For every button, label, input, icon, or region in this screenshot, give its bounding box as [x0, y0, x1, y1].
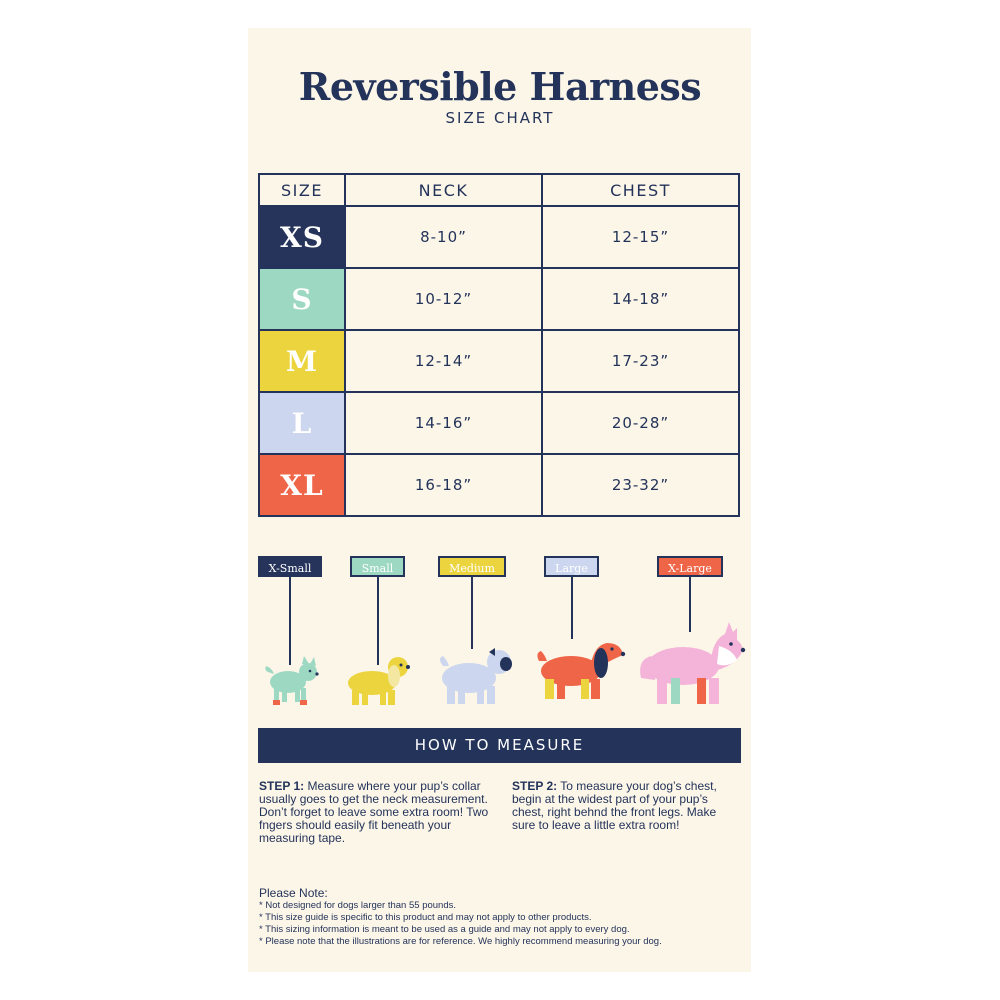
tag-line — [471, 577, 473, 649]
small-dog-icon — [262, 652, 324, 708]
step-1-label: STEP 1: — [259, 779, 305, 793]
size-tag-x-large: X-Large — [657, 556, 723, 577]
page-subtitle: SIZE CHART — [445, 109, 555, 127]
size-table — [258, 173, 740, 517]
header-neck: NECK — [345, 174, 542, 206]
table-header-row — [259, 174, 739, 206]
size-cell-xl: XL — [259, 454, 345, 516]
size-tag-medium: Medium — [438, 556, 506, 577]
size-cell-xs: XS — [259, 206, 345, 268]
spaniel-dog-icon — [344, 652, 414, 708]
pug-dog-icon — [437, 644, 517, 708]
note-item: * Not designed for dogs larger than 55 pounds. — [259, 900, 456, 911]
size-cell-m: M — [259, 330, 345, 392]
note-item: * This sizing information is meant to be used as a guide and may not apply to every dog. — [259, 924, 630, 935]
chest-cell: 14-18” — [542, 268, 739, 330]
collie-dog-icon — [637, 620, 747, 706]
neck-cell: 8-10” — [345, 206, 542, 268]
step-2-label: STEP 2: — [512, 779, 558, 793]
table-row — [259, 454, 739, 516]
step-2-text: To measure your dog’s chest, begin at the widest part of your pup’s chest, right behnd the front legs. Make sure to leave a little extra room! — [512, 779, 717, 832]
neck-cell: 14-16” — [345, 392, 542, 454]
neck-cell: 16-18” — [345, 454, 542, 516]
note-item: * This size guide is specific to this product and may not apply to other products. — [259, 912, 592, 923]
step-1-text: Measure where your pup’s collar usually goes to get the neck measurement. Don’t forget to leave some extra room! Two fngers should easily fit beneath your measuring tape. — [259, 779, 489, 845]
header-size: SIZE — [259, 174, 345, 206]
neck-cell: 10-12” — [345, 268, 542, 330]
table-row — [259, 268, 739, 330]
chest-cell: 23-32” — [542, 454, 739, 516]
table-row — [259, 330, 739, 392]
size-tag-x-small: X-Small — [258, 556, 322, 577]
size-tag-large: Large — [544, 556, 599, 577]
header-chest: CHEST — [542, 174, 739, 206]
chest-cell: 20-28” — [542, 392, 739, 454]
notes-title: Please Note: — [259, 886, 328, 900]
hound-dog-icon — [535, 633, 627, 703]
notes-section — [259, 886, 739, 948]
neck-cell: 12-14” — [345, 330, 542, 392]
chest-cell: 12-15” — [542, 206, 739, 268]
note-item: * Please note that the illustrations are for reference. We highly recommend measuring your dog. — [259, 936, 662, 947]
table-row — [259, 206, 739, 268]
chest-cell: 17-23” — [542, 330, 739, 392]
page-title: Reversible Harness — [298, 64, 702, 109]
tag-line — [571, 577, 573, 639]
table-row — [259, 392, 739, 454]
size-cell-l: L — [259, 392, 345, 454]
size-cell-s: S — [259, 268, 345, 330]
step-2 — [512, 780, 742, 832]
size-tag-small: Small — [350, 556, 405, 577]
step-1 — [259, 780, 491, 845]
how-to-measure-banner: HOW TO MEASURE — [258, 728, 741, 763]
